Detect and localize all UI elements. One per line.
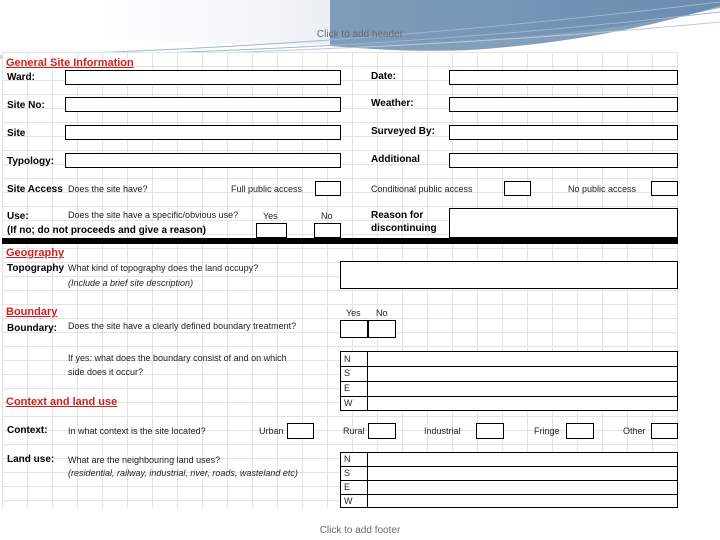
conditional-access-label: Conditional public access [371,184,473,194]
section-title-geography: Geography [6,247,65,259]
use-no-checkbox[interactable] [314,223,341,238]
boundary-south-label: S [344,368,351,378]
section-title-context: Context and land use [6,396,118,408]
context-rural-checkbox[interactable] [368,423,396,439]
topography-hint: (Include a brief site description) [68,278,194,288]
full-access-label: Full public access [231,184,303,194]
context-industrial-checkbox[interactable] [476,423,504,439]
land-use-compass-table[interactable] [340,452,678,508]
land-use-south-label: S [344,468,351,478]
boundary-west-label: W [344,398,353,408]
full-access-checkbox[interactable] [315,181,341,196]
boundary-no-label: No [376,308,388,318]
context-fringe-checkbox[interactable] [566,423,594,439]
use-yes-label: Yes [263,211,278,221]
land-use-question: What are the neighbouring land uses? [68,455,221,465]
surveyed-by-label: Surveyed By: [371,126,435,137]
boundary-followup-line1: If yes: what does the boundary consist of and on which [68,353,287,363]
ward-field[interactable] [65,70,341,85]
land-use-hint: (residential, railway, industrial, river, roads, wasteland etc) [68,468,298,478]
footer-placeholder[interactable]: Click to add footer [319,525,401,536]
section-divider [2,238,678,244]
context-other-checkbox[interactable] [651,423,678,439]
reason-field[interactable] [449,208,678,238]
use-instruction: (If no; do not proceeds and give a reason) [7,225,206,236]
context-rural-label: Rural [343,426,365,436]
reason-label-line2: discontinuing [371,223,437,234]
site-field[interactable] [65,125,341,140]
additional-label: Additional [371,154,420,165]
site-no-field[interactable] [65,97,341,112]
no-access-label: No public access [568,184,637,194]
use-no-label: No [321,211,333,221]
typology-field[interactable] [65,153,341,168]
boundary-yes-checkbox[interactable] [340,320,368,338]
reason-label-line1: Reason for [371,210,424,221]
weather-label: Weather: [371,98,414,109]
date-label: Date: [371,71,397,82]
site-no-label: Site No: [7,100,45,111]
context-urban-checkbox[interactable] [287,423,314,439]
context-label: Context: [7,425,48,436]
additional-field[interactable] [449,153,678,168]
site-label: Site [7,128,26,139]
section-title-boundary: Boundary [6,306,58,318]
use-question: Does the site have a specific/obvious use? [68,210,239,220]
land-use-east-label: E [344,482,351,492]
site-access-question: Does the site have? [68,184,148,194]
use-yes-checkbox[interactable] [256,223,287,238]
conditional-access-checkbox[interactable] [504,181,531,196]
date-field[interactable] [449,70,678,85]
ward-label: Ward: [7,72,35,83]
use-label: Use: [7,211,29,222]
context-fringe-label: Fringe [534,426,560,436]
no-access-checkbox[interactable] [651,181,678,196]
weather-field[interactable] [449,97,678,112]
topography-field[interactable] [340,261,678,289]
context-question: In what context is the site located? [68,426,206,436]
context-urban-label: Urban [259,426,284,436]
boundary-yes-label: Yes [346,308,361,318]
topography-label: Topography [7,263,65,274]
land-use-west-label: W [344,496,353,506]
site-access-label: Site Access [7,184,63,195]
land-use-north-label: N [344,454,351,464]
boundary-label: Boundary: [7,323,57,334]
boundary-compass-table[interactable] [340,351,678,411]
topography-question: What kind of topography does the land occupy? [68,263,259,273]
boundary-east-label: E [344,383,351,393]
boundary-question: Does the site have a clearly defined boundary treatment? [68,321,297,331]
boundary-north-label: N [344,354,351,364]
header-placeholder[interactable]: Click to add header [316,29,404,40]
typology-label: Typology: [7,156,55,167]
land-use-label: Land use: [7,454,55,465]
context-industrial-label: Industrial [424,426,461,436]
surveyed-by-field[interactable] [449,125,678,140]
context-other-label: Other [623,426,646,436]
section-title-general: General Site Information [6,57,134,69]
boundary-no-checkbox[interactable] [368,320,396,338]
boundary-followup-line2: side does it occur? [68,367,144,377]
